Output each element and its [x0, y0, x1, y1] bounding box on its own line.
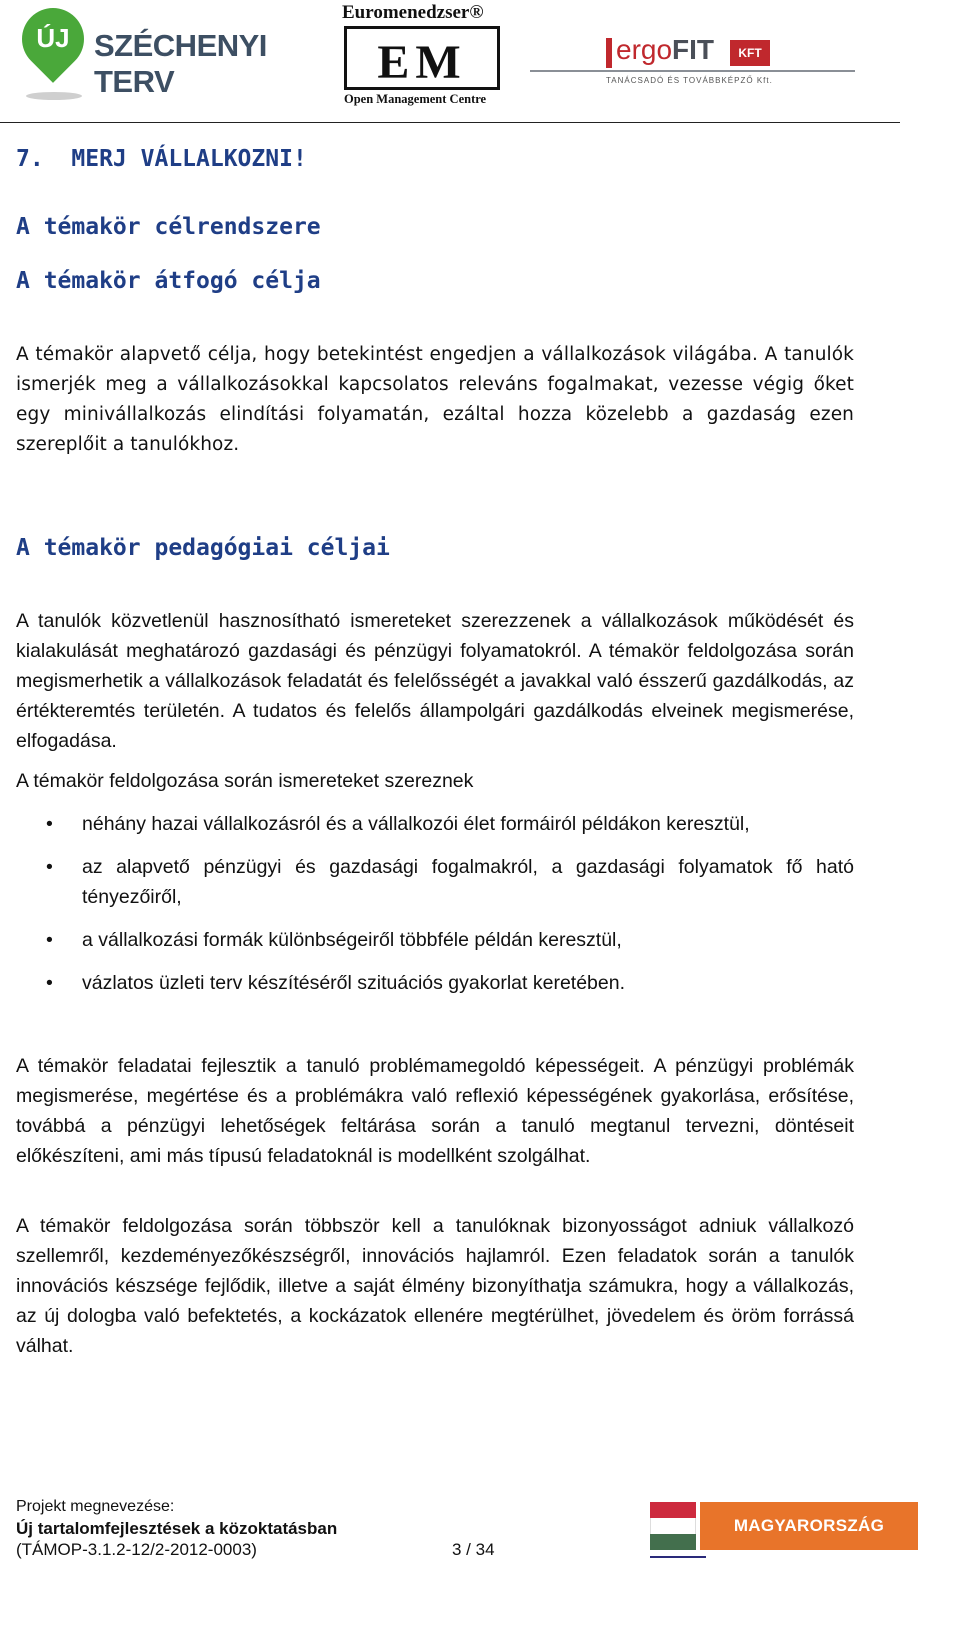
logo-divider: [530, 70, 855, 72]
logo-badge-text: ÚJ: [36, 23, 70, 53]
logo-name-prefix: ergo: [616, 34, 673, 65]
project-code: (TÁMOP-3.1.2-12/2-2012-0003): [16, 1540, 257, 1559]
list-item: [16, 925, 854, 955]
logo-mark-letters: EM: [377, 36, 467, 89]
page-footer: [16, 1498, 936, 1628]
logo-title: Euromenedzser®: [342, 2, 484, 23]
logo-accent-bar: [606, 38, 612, 68]
logo-badge: KFT: [730, 40, 770, 66]
flag-stripe-white: [650, 1518, 696, 1534]
list-item: [16, 809, 854, 839]
em-mark-icon: [344, 26, 500, 90]
knowledge-list: [16, 809, 854, 1011]
paragraph-tasks: A témakör feladatai fejlesztik a tanuló problémamegoldó képességeit. A pénzügyi problémák megismerése, megértése és a problémákra való reflexió képességének gyakorlása, erősítése, továbbá a pénzügyi lehetőségek feltárása során a tanuló megtanul tervezni, döntéseit előkészíteni, ami más típusú feladatoknál is modellként szolgálhat.: [16, 1055, 854, 1167]
paragraph-pedagogical-goals: A tanulók közvetlenül hasznosítható ismereteket szerezzenek a vállalkozások működését és kialakulását meghatározó gazdasági és pénzügyi folyamatokról. A témakör feldolgozása során megismerhetik a vállalkozások feladatát és felelősségét a javakkal való ésszerű gazdálkodás, az értékteremtés területén. A tudatos és felelős állampolgári gazdálkodás elveinek megismerése, elfogadása.: [16, 610, 854, 752]
list-item-text: a vállalkozási formák különbségeiről többféle példán keresztül,: [82, 929, 622, 951]
list-item-text: az alapvető pénzügyi és gazdasági fogalmakról, a gazdasági folyamatok fő ható tényezőiről,: [82, 856, 854, 908]
bullet-icon: •: [46, 813, 53, 835]
logo-text: SZÉCHENYI TERV: [94, 28, 267, 99]
paragraph-knowledge-intro: A témakör feldolgozása során ismereteket szereznek: [16, 770, 474, 792]
bullet-icon: •: [46, 972, 53, 994]
header-divider: [0, 122, 900, 123]
logo-name: [616, 34, 714, 66]
magyarorszag-megujul-logo: [650, 1498, 920, 1583]
list-item: [16, 852, 854, 912]
logo-underline: [650, 1556, 706, 1558]
paragraph-overall-goal: A témakör alapvető célja, hogy betekintést engedjen a vállalkozások világába. A tanulók ismerjék meg a vállalkozásokkal kapcsolatos releváns fogalmakat, vezesse végig őket egy minivállalkozás elindítási folyamatán, ezáltal hozza közelebb a gazdaság ezen szereplőit a tanulókhoz.: [16, 344, 854, 455]
logo-name-suffix: FIT: [672, 34, 715, 65]
heading-goal-system: A témakör célrendszere: [16, 214, 321, 240]
page-header: [0, 0, 960, 120]
heading-pedagogical-goals: A témakör pedagógiai céljai: [16, 535, 390, 561]
page-number: 3 / 34: [452, 1540, 495, 1559]
list-item-text: vázlatos üzleti terv készítéséről szituációs gyakorlat keretében.: [82, 972, 626, 994]
bullet-icon: •: [46, 929, 53, 951]
logo-pin-shadow: [26, 92, 82, 100]
project-title: Új tartalomfejlesztések a közoktatásban: [16, 1519, 338, 1538]
project-label: Projekt megnevezése:: [16, 1498, 175, 1515]
paragraph-entrepreneurship: A témakör feldolgozása során többször kell a tanulóknak bizonyosságot adniuk vállalkozó szellemről, kezdeményezőkészségről, innovációs hajlamról. Ezen feladatok során a tanulók innovációs készsége fejlődik, illetve a saját élmény bizonyíthatja számukra, hogy a vállalkozás, az új dologba való befektetés, a kockázatok ellenére megtérülhet, jövedelem és öröm forrássá válhat.: [16, 1215, 854, 1357]
logo-subtitle: TANÁCSADÓ ÉS TOVÁBBKÉPZŐ Kft.: [606, 76, 773, 85]
ergofit-logo: [530, 30, 860, 100]
euromenedzser-logo: [342, 2, 512, 112]
heading-overall-goal: A témakör átfogó célja: [16, 268, 321, 294]
flag-stripe-green: [650, 1534, 696, 1550]
flag-stripe-red: [650, 1502, 696, 1518]
logo-subtitle: Open Management Centre: [344, 92, 487, 106]
list-item: [16, 968, 854, 998]
list-item-text: néhány hazai vállalkozásról és a vállalkozói élet formáiról példákon keresztül,: [82, 813, 750, 835]
hungarian-flag-icon: [650, 1502, 696, 1550]
section-title: 7. MERJ VÁLLALKOZNI!: [16, 146, 307, 172]
bullet-icon: •: [46, 856, 53, 878]
szechenyi-terv-logo: [20, 6, 330, 102]
logo-text: MAGYARORSZÁG MEGÚJUL: [700, 1502, 918, 1550]
